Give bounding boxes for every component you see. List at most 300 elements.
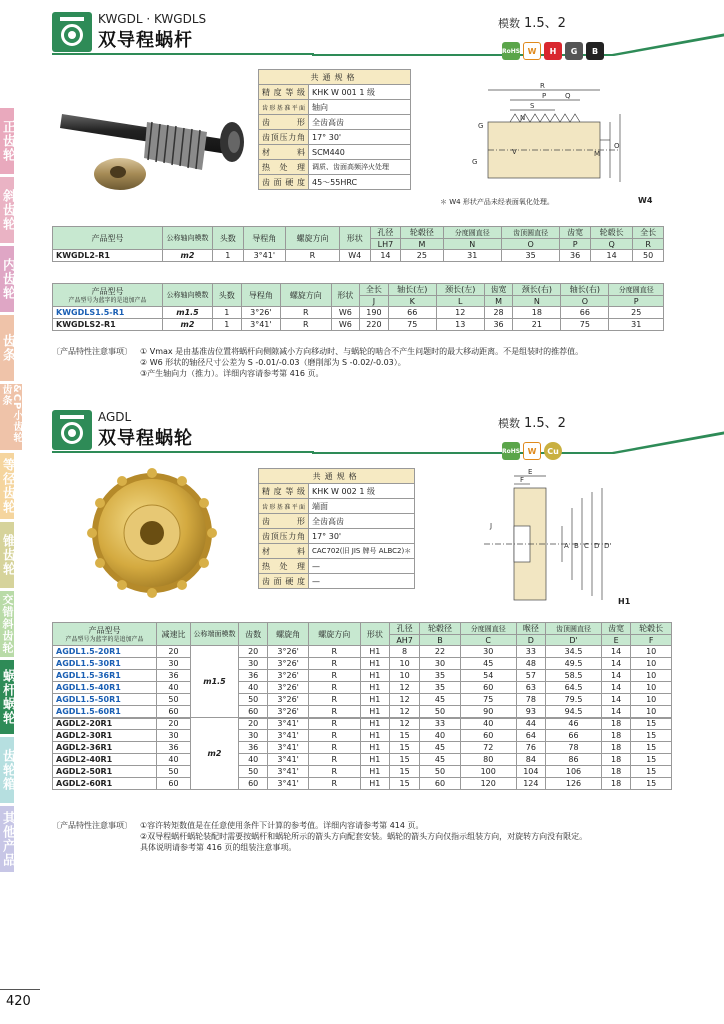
spec-value: KHK W 001 1 级 [309, 85, 411, 100]
table-cell: 12 [390, 718, 420, 730]
svg-text:E: E [528, 468, 533, 476]
col-header: 齿顶圆直径 [546, 623, 602, 635]
table-cell: 76 [516, 742, 545, 754]
svg-text:D: D [594, 542, 600, 550]
table-cell: m2 [163, 319, 213, 331]
product-code: KWGDL2-R1 [53, 250, 163, 262]
table-cell: 20 [239, 646, 268, 658]
col-header: 螺旋角 [268, 623, 309, 646]
table-cell: 10 [631, 658, 672, 670]
heat-treat-icon: H [544, 42, 562, 60]
table-cell: R [285, 250, 339, 262]
table-cell: R [308, 646, 360, 658]
ground-icon: G [565, 42, 583, 60]
svg-text:V: V [512, 148, 517, 156]
table-cell: 45 [420, 742, 461, 754]
table-cell: 36 [157, 670, 191, 682]
table-cell: 3°26' [268, 670, 309, 682]
table-cell: 18 [601, 730, 630, 742]
table-cell: 3°41' [268, 778, 309, 790]
col-letter: N [513, 296, 561, 307]
table-cell: 3°26' [268, 706, 309, 718]
table-cell: 40 [157, 682, 191, 694]
table-cell: 14 [601, 682, 630, 694]
table-cell: 14 [601, 670, 630, 682]
note-line: ②双导程蜗杆蜗轮装配时需要按蜗杆和蜗轮所示的箭头方向配套安装。蜗轮的箭头方向仅指示组装方向，对旋转方向没有限定。 [140, 832, 588, 841]
col-header: 导程角 [241, 284, 281, 307]
side-tab-helical[interactable]: 斜齿轮 [0, 177, 14, 243]
side-tab-bevel[interactable]: 锥齿轮 [0, 522, 14, 588]
col-header: 螺旋方向 [281, 284, 331, 307]
worm-photo [52, 92, 252, 204]
table-cell: 30 [157, 730, 191, 742]
spec-key: 齿面硬度 [259, 175, 309, 190]
col-letter: LH7 [370, 239, 401, 250]
copper-alloy-icon: Cu [544, 442, 562, 460]
spec-value: SCM440 [309, 145, 411, 160]
table-cell: 14 [370, 250, 401, 262]
table-cell: 15 [631, 718, 672, 730]
col-header: 形状 [360, 623, 389, 646]
table-cell: 30 [239, 658, 268, 670]
table-cell: 10 [631, 706, 672, 718]
agdl-modules: 模数 1.5、2 [498, 416, 566, 431]
spec-value: 端面 [309, 499, 415, 514]
spec-key: 齿顶压力角 [259, 529, 309, 544]
table-cell: 18 [513, 307, 561, 319]
col-letter: O [561, 296, 609, 307]
table-cell: 63 [516, 682, 545, 694]
table-cell: 3°41' [241, 319, 281, 331]
table-cell: 15 [390, 742, 420, 754]
product-code: KWGDLS2-R1 [53, 319, 163, 331]
col-header: 公称端面模数 [191, 623, 239, 646]
col-header: 形状 [331, 284, 360, 307]
table-row [53, 754, 672, 766]
col-header: 头数 [213, 284, 242, 307]
side-tab-internal[interactable]: 内齿轮 [0, 246, 14, 312]
table-cell: 124 [516, 778, 545, 790]
wrench-icon: W [523, 42, 541, 60]
spec-value: — [309, 574, 415, 589]
table-cell: 79.5 [546, 694, 602, 706]
col-letter: P [560, 239, 591, 250]
spec-header: 共通规格 [259, 70, 411, 85]
table-cell: R [308, 670, 360, 682]
table-cell: 75 [460, 694, 516, 706]
table-cell: 48 [516, 658, 545, 670]
worm-wheel-dimension-drawing [474, 468, 624, 608]
table-cell: 3°41' [268, 754, 309, 766]
spec-header: 共通规格 [259, 469, 415, 484]
note-line: 具体说明请参考第 416 页的组装注意事项。 [140, 843, 297, 852]
table-cell: 10 [390, 670, 420, 682]
agdl-table [52, 622, 672, 790]
table-cell: R [308, 658, 360, 670]
table-cell: 18 [601, 778, 630, 790]
kwgdl-notes [52, 346, 692, 382]
agdl-title: 双导程蜗轮 [98, 428, 193, 449]
product-code: AGDL1.5-50R1 [53, 694, 157, 706]
col-letter: N [443, 239, 501, 250]
kwgdl-modules: 模数 1.5、2 [498, 16, 566, 31]
table-cell: R [281, 319, 331, 331]
black-oxide-icon: B [586, 42, 604, 60]
table-cell: 36 [157, 742, 191, 754]
table-cell: 18 [601, 766, 630, 778]
notes-label: 〔产品特性注意事项〕 [52, 347, 132, 356]
table-cell: 49.5 [546, 658, 602, 670]
table-cell: 3°26' [268, 682, 309, 694]
table-cell: 190 [360, 307, 389, 319]
table-cell: 30 [157, 658, 191, 670]
col-letter: Q [590, 239, 632, 250]
side-tab-rack[interactable]: 齿条 [0, 315, 14, 381]
header-rule [52, 53, 314, 55]
table-cell: 28 [484, 307, 513, 319]
col-letter: R [633, 239, 664, 250]
table-cell: 120 [460, 778, 516, 790]
table-cell: 57 [516, 670, 545, 682]
col-header: 轮毂径 [420, 623, 461, 635]
col-header: 分度圆直径 [460, 623, 516, 635]
table-row [53, 646, 672, 658]
table-cell: 21 [513, 319, 561, 331]
spec-key: 齿顶压力角 [259, 130, 309, 145]
svg-text:P: P [542, 92, 547, 100]
table-cell: 34.5 [546, 646, 602, 658]
table-cell: 1 [213, 319, 242, 331]
table-cell: 60 [420, 778, 461, 790]
table-cell: 3°26' [268, 694, 309, 706]
table-cell: H1 [360, 730, 389, 742]
table-cell: 15 [631, 766, 672, 778]
svg-text:C: C [584, 542, 589, 550]
side-tab-gearbox[interactable]: 齿轮箱 [0, 737, 14, 803]
worm-wheel-photo [82, 468, 222, 598]
spec-key: 精度等级 [259, 484, 309, 499]
table-cell: 15 [631, 754, 672, 766]
table-cell: 15 [631, 778, 672, 790]
table-cell: 3°41' [268, 730, 309, 742]
table-cell: 75 [561, 319, 609, 331]
header-rule [52, 451, 314, 453]
table-cell: 20 [157, 718, 191, 730]
table-cell: 18 [601, 742, 630, 754]
table-cell: 64 [516, 730, 545, 742]
table-cell: 80 [460, 754, 516, 766]
spec-value: 调质、齿面高频淬火处理 [309, 160, 411, 175]
col-header: 孔径 [370, 227, 401, 239]
table-cell: 30 [239, 730, 268, 742]
table-cell: 50 [157, 694, 191, 706]
wrench-icon: W [523, 442, 541, 460]
table-cell: 33 [420, 718, 461, 730]
table-cell: 10 [390, 658, 420, 670]
col-header: 公称轴向模数 [163, 284, 213, 307]
table-cell: 18 [601, 754, 630, 766]
table-cell: R [308, 778, 360, 790]
table-cell: 36 [239, 670, 268, 682]
table-cell: W4 [339, 250, 370, 262]
col-header: 喉径 [516, 623, 545, 635]
table-cell: 40 [239, 682, 268, 694]
table-cell: 50 [420, 706, 461, 718]
col-letter: O [501, 239, 559, 250]
table-cell: W6 [331, 319, 360, 331]
spec-value: 17° 30' [309, 130, 411, 145]
table-cell: H1 [360, 670, 389, 682]
col-letter: J [360, 296, 389, 307]
table-cell: H1 [360, 706, 389, 718]
col-letter: D [516, 635, 545, 646]
svg-text:N: N [520, 114, 526, 122]
side-tab-other[interactable]: 其他产品 [0, 806, 14, 872]
table-cell: 35 [420, 670, 461, 682]
col-header: 导程角 [243, 227, 285, 250]
table-cell: H1 [360, 742, 389, 754]
table-cell: 20 [157, 646, 191, 658]
col-header: 头数 [213, 227, 244, 250]
col-letter: M [484, 296, 513, 307]
spec-key: 热处理 [259, 160, 309, 175]
table-cell: H1 [360, 718, 389, 730]
table-row [53, 670, 672, 682]
product-code: AGDL1.5-30R1 [53, 658, 157, 670]
table-cell: 50 [239, 694, 268, 706]
table-cell: 15 [390, 730, 420, 742]
col-header: 减速比 [157, 623, 191, 646]
page-number-rule [0, 989, 40, 990]
svg-text:Q: Q [565, 92, 571, 100]
table-cell: R [281, 307, 331, 319]
col-letter: C [460, 635, 516, 646]
w4-shape-tag: W4 [638, 196, 653, 205]
table-cell: 58.5 [546, 670, 602, 682]
col-letter: F [631, 635, 672, 646]
col-header: 螺旋方向 [308, 623, 360, 646]
table-row [53, 319, 664, 331]
col-header: 螺旋方向 [285, 227, 339, 250]
col-header: 全长 [360, 284, 389, 296]
notes-label: 〔产品特性注意事项〕 [52, 821, 132, 830]
table-cell: 25 [609, 307, 664, 319]
table-cell: H1 [360, 766, 389, 778]
svg-text:O: O [614, 142, 620, 150]
table-cell: 75 [388, 319, 436, 331]
table-row [53, 250, 664, 262]
table-cell: 50 [157, 766, 191, 778]
table-cell: 106 [546, 766, 602, 778]
side-tabs [0, 108, 34, 875]
table-cell: 50 [420, 766, 461, 778]
col-header: 齿宽 [560, 227, 591, 239]
worm-wheel-category-icon [52, 410, 92, 450]
side-tab-worm[interactable]: 蜗杆蜗轮 [0, 660, 14, 734]
col-header: 轮毂径 [401, 227, 443, 239]
svg-text:G: G [478, 122, 484, 130]
table-cell: 84 [516, 754, 545, 766]
col-header: 齿宽 [601, 623, 630, 635]
agdl-subtitle: AGDL [98, 410, 132, 424]
table-cell: H1 [360, 694, 389, 706]
table-cell: 3°26' [241, 307, 281, 319]
col-letter: P [609, 296, 664, 307]
table-row [53, 307, 664, 319]
spec-key: 齿形基准平面 [259, 100, 309, 115]
side-tab-screw[interactable]: 交错斜齿轮 [0, 591, 14, 657]
worm-dimension-drawing [470, 82, 650, 194]
col-header: 轮毂长 [631, 623, 672, 635]
side-tab-cp-rack[interactable]: &CP小齿轮齿条 [0, 384, 22, 450]
spec-value: 全齿高齿 [309, 115, 411, 130]
table-cell: 31 [609, 319, 664, 331]
table-cell: 50 [633, 250, 664, 262]
spec-key: 齿形基准平面 [259, 499, 309, 514]
table-cell: 8 [390, 646, 420, 658]
table-cell: 15 [631, 730, 672, 742]
table-cell: 15 [390, 766, 420, 778]
spec-value: — [309, 559, 415, 574]
table-cell: 50 [239, 766, 268, 778]
table-cell: 60 [157, 778, 191, 790]
table-cell: 1 [213, 250, 244, 262]
svg-text:M: M [594, 150, 601, 158]
table-cell: 60 [460, 682, 516, 694]
table-cell: 36 [239, 742, 268, 754]
table-cell: 3°41' [268, 766, 309, 778]
table-cell: 44 [516, 718, 545, 730]
table-cell: 3°26' [268, 658, 309, 670]
spec-key: 材料 [259, 544, 309, 559]
table-cell: 104 [516, 766, 545, 778]
table-cell: H1 [360, 658, 389, 670]
svg-text:S: S [530, 102, 535, 110]
spec-value: 全齿高齿 [309, 514, 415, 529]
table-cell: 36 [560, 250, 591, 262]
col-letter: D' [546, 635, 602, 646]
col-letter: K [388, 296, 436, 307]
table-row [53, 682, 672, 694]
table-cell: m2 [163, 250, 213, 262]
table-row [53, 694, 672, 706]
table-cell: 94.5 [546, 706, 602, 718]
table-cell: 40 [420, 730, 461, 742]
table-cell: 20 [239, 718, 268, 730]
table-cell: 60 [239, 778, 268, 790]
table-cell: 36 [484, 319, 513, 331]
table-cell: 93 [516, 706, 545, 718]
side-tab-miter[interactable]: 等径齿轮 [0, 453, 14, 519]
spec-value: KHK W 002 1 级 [309, 484, 415, 499]
table-cell: 72 [460, 742, 516, 754]
col-letter: M [401, 239, 443, 250]
table-cell: 13 [436, 319, 484, 331]
table-cell: 60 [460, 730, 516, 742]
table-cell: H1 [360, 754, 389, 766]
spec-key: 齿形 [259, 115, 309, 130]
table-row [53, 658, 672, 670]
col-header: 颈长(左) [436, 284, 484, 296]
kwgdls-table [52, 283, 664, 331]
table-cell: R [308, 706, 360, 718]
col-header: 齿顶圆直径 [501, 227, 559, 239]
kwgdl-subtitle: KWGDL · KWGDLS [98, 12, 207, 26]
product-code: AGDL1.5-60R1 [53, 706, 157, 718]
table-cell: 78 [516, 694, 545, 706]
table-cell: 33 [516, 646, 545, 658]
col-header: 产品型号 [53, 227, 163, 250]
svg-text:A: A [564, 542, 569, 550]
table-cell: 15 [390, 754, 420, 766]
kwgdl-badges [502, 42, 604, 60]
spec-key: 齿面硬度 [259, 574, 309, 589]
kwgdl-spec-table [258, 69, 411, 190]
table-cell: 14 [590, 250, 632, 262]
table-cell: R [308, 694, 360, 706]
table-cell: 46 [546, 718, 602, 730]
col-header: 轮毂长 [590, 227, 632, 239]
svg-text:R: R [540, 82, 545, 90]
table-cell: 45 [420, 754, 461, 766]
table-cell: 66 [388, 307, 436, 319]
table-cell: 45 [420, 694, 461, 706]
table-cell: 54 [460, 670, 516, 682]
product-code: AGDL1.5-40R1 [53, 682, 157, 694]
svg-text:F: F [520, 476, 525, 484]
table-cell: 10 [631, 646, 672, 658]
note-line: ② W6 形状的轴径尺寸公差为 S -0.01/-0.03（磨削部为 S -0.02/-0.03）。 [140, 358, 406, 367]
table-cell: 78 [546, 742, 602, 754]
spec-value: 17° 30' [309, 529, 415, 544]
table-cell: 14 [601, 706, 630, 718]
svg-text:B: B [574, 542, 579, 550]
table-cell: 10 [631, 694, 672, 706]
table-cell: R [308, 742, 360, 754]
col-header: 分度圆直径 [609, 284, 664, 296]
agdl-spec-table [258, 468, 415, 589]
table-cell: 3°41' [268, 718, 309, 730]
col-letter: E [601, 635, 630, 646]
table-cell: 3°41' [243, 250, 285, 262]
side-tab-spur[interactable]: 正齿轮 [0, 108, 14, 174]
col-header: 产品型号 产品型号为蓝字的是追加产品 [53, 284, 163, 307]
note-line: ①容许转矩数值是在任意使用条件下计算的参考值。详细内容请参考第 414 页。 [140, 821, 424, 830]
table-cell: 66 [546, 730, 602, 742]
col-header: 全长 [633, 227, 664, 239]
table-cell: 86 [546, 754, 602, 766]
note-line: ① Vmax 是由基准齿位置将蜗杆向侧隙减小方向移动时、与蜗轮的啮合不产生问题时的最大移动距离。不是组装时的推荐值。 [140, 347, 584, 356]
table-cell: 10 [631, 682, 672, 694]
product-code: AGDL1.5-36R1 [53, 670, 157, 682]
product-code: AGDL2-60R1 [53, 778, 157, 790]
col-header: 轴长(左) [388, 284, 436, 296]
col-header: 轴长(右) [561, 284, 609, 296]
table-cell: 100 [460, 766, 516, 778]
col-header: 分度圆直径 [443, 227, 501, 239]
col-header: 齿数 [239, 623, 268, 646]
col-letter: B [420, 635, 461, 646]
col-header: 孔径 [390, 623, 420, 635]
table-row [53, 742, 672, 754]
col-header: 形状 [339, 227, 370, 250]
spec-key: 材料 [259, 145, 309, 160]
product-code: AGDL1.5-20R1 [53, 646, 157, 658]
col-header: 颈长(右) [513, 284, 561, 296]
table-row [53, 766, 672, 778]
table-cell: 18 [601, 718, 630, 730]
table-row [53, 778, 672, 790]
